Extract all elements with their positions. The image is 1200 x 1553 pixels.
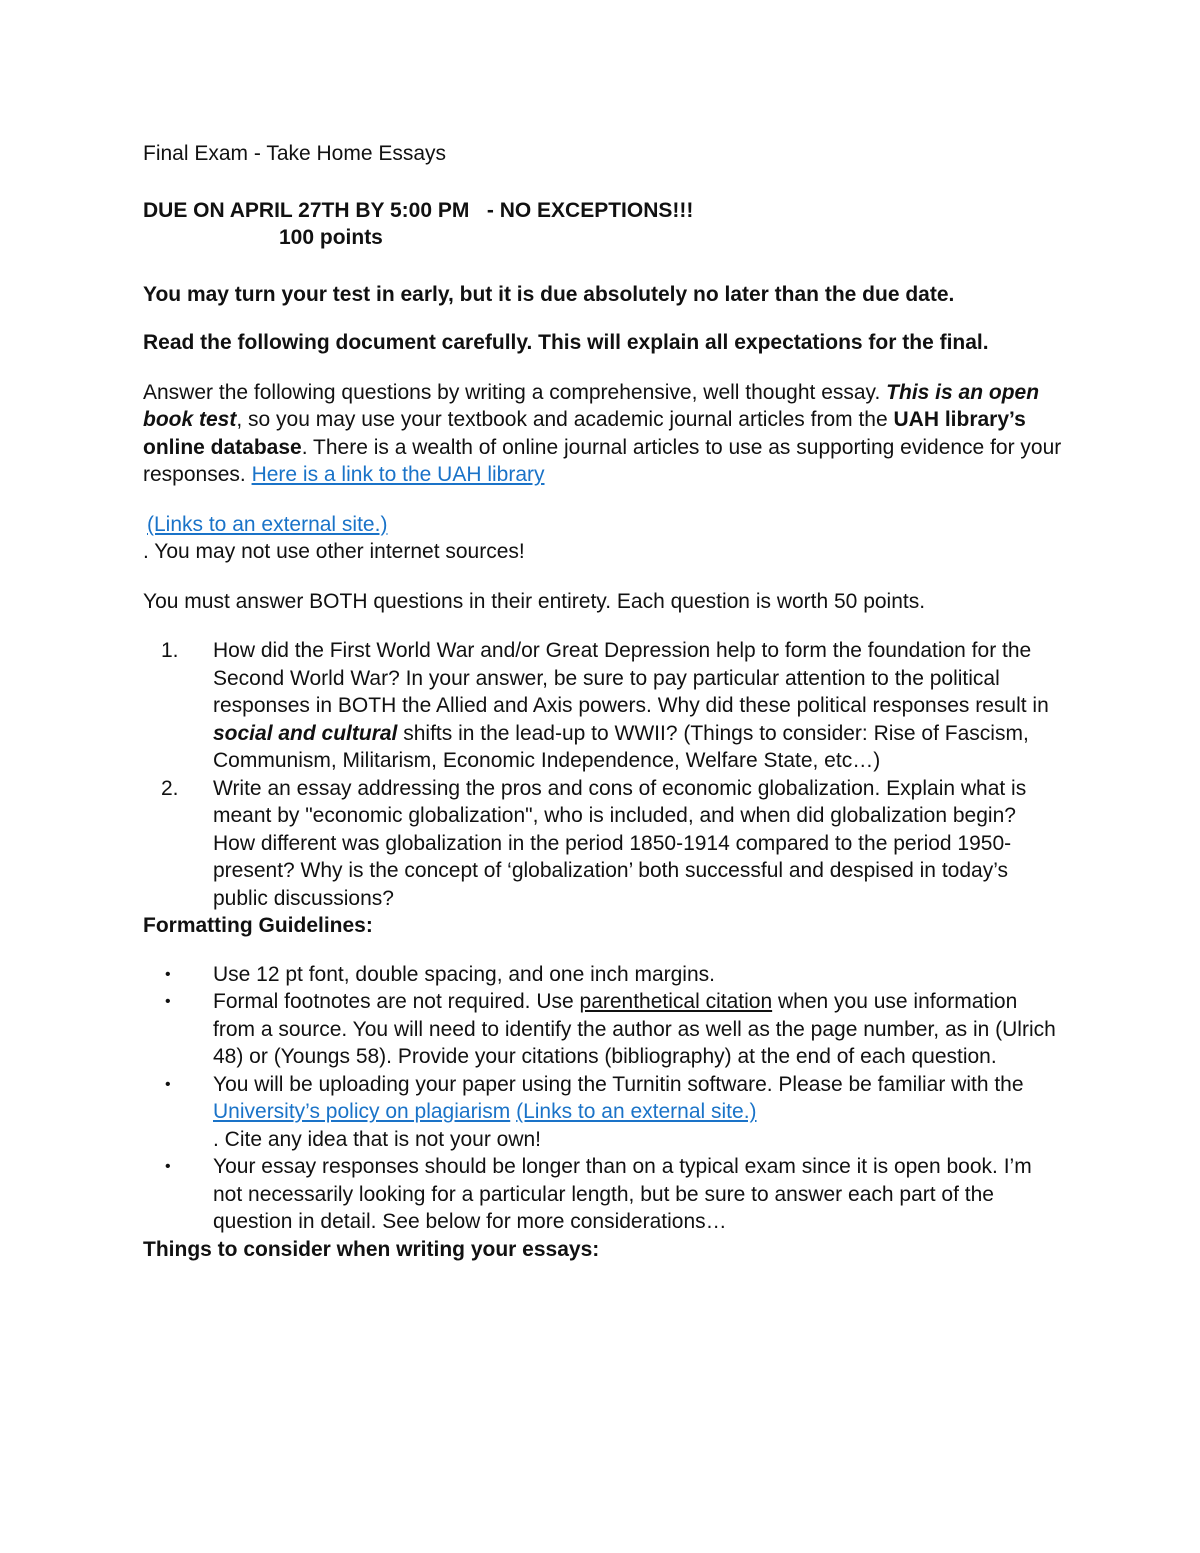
- total-points: 100 points: [279, 226, 383, 249]
- question-number: 1.: [161, 639, 179, 662]
- open-book-emphasis: This is an open book test: [143, 380, 1040, 431]
- question-number: 2.: [161, 776, 179, 800]
- parenthetical-citation-term: parenthetical citation: [579, 990, 773, 1013]
- guideline-text: Use 12 pt font, double spacing, and one inch margins.: [213, 962, 715, 986]
- guideline-item: [143, 961, 1063, 989]
- no-internet-sources: . You may not use other internet sources!: [143, 540, 525, 563]
- bullet-icon: •: [165, 1158, 171, 1175]
- guideline-item: [143, 988, 1063, 1071]
- intro-text-2: , so you may use your textbook and academic journal articles from the: [236, 408, 894, 431]
- guideline-text: Your essay responses should be longer than on a typical exam since it is open book. I’m not necessarily looking for a particular length, but be sure to answer each part of the question in detail. See below for more considerations…: [213, 1155, 1032, 1233]
- intro-text-3: . There is a wealth of online journal articles to use as supporting evidence for your responses.: [143, 435, 1062, 486]
- uah-library-link[interactable]: Here is a link to the UAH library: [251, 463, 545, 486]
- things-to-consider-heading: Things to consider when writing your essays:: [143, 1237, 600, 1261]
- bullet-icon: •: [165, 993, 171, 1010]
- guideline-item: [143, 1153, 1063, 1236]
- external-site-line: [143, 511, 1063, 539]
- question-emphasis: social and cultural: [213, 721, 398, 745]
- guideline-text-continued: when you use information from a source. You will need to identify the author as well as the page number, as in (Ulrich 48) or (Youngs 58). Provide your citations (bibliography) at the end of each question.: [213, 990, 1056, 1068]
- formatting-guidelines-list: [143, 961, 1063, 1236]
- question-list: [143, 637, 1063, 912]
- question-text-continued: shifts in the lead-up to WWII? (Things to consider: Rise of Fascism, Communism, Militarism, Economic Independence, Welfare State, etc…): [213, 721, 1029, 772]
- guideline-item: [143, 1071, 1063, 1154]
- guideline-text: Formal footnotes are not required. Use: [213, 990, 580, 1013]
- guideline-text: You will be uploading your paper using the Turnitin software. Please be familiar with the: [213, 1072, 1024, 1096]
- due-date-line: DUE ON APRIL 27TH BY 5:00 PM - NO EXCEPTIONS!!!: [143, 198, 694, 222]
- question-item: [143, 637, 1063, 775]
- intro-text-1: Answer the following questions by writing a comprehensive, well thought essay.: [143, 380, 887, 404]
- question-item: [143, 775, 1063, 913]
- bullet-icon: •: [165, 1075, 171, 1093]
- formatting-guidelines-heading: Formatting Guidelines:: [143, 914, 373, 937]
- library-database-emphasis: UAH library’s online database: [143, 408, 1026, 459]
- bullet-icon: •: [165, 965, 171, 983]
- external-site-link[interactable]: (Links to an external site.): [147, 512, 388, 536]
- document-page: [143, 140, 1063, 1263]
- question-text: How did the First World War and/or Great Depression help to form the foundation for the Second World War? In your answer, be sure to pay particular attention to the political responses in BOTH the Allied and Axis powers. Why did these political responses result in: [213, 639, 1049, 717]
- intro-paragraph: [143, 379, 1063, 489]
- question-text: Write an essay addressing the pros and cons of economic globalization. Explain what is meant by "economic globalization", who is included, and when did globalization begin? How different was globalization in the period 1850-1914 compared to the period 1950-present? Why is the concept of ‘globalization’ both successful and despised in today’s public discussions?: [213, 776, 1027, 910]
- read-carefully-notice: Read the following document carefully. This will explain all expectations for the final.: [143, 331, 989, 354]
- document-title: Final Exam - Take Home Essays: [143, 142, 447, 165]
- answer-both-instruction: You must answer BOTH questions in their entirety. Each question is worth 50 points.: [143, 589, 926, 613]
- plagiarism-external-link[interactable]: (Links to an external site.): [516, 1100, 757, 1123]
- early-submission-notice: You may turn your test in early, but it is due absolutely no later than the due date.: [143, 282, 955, 306]
- guideline-text-continued: . Cite any idea that is not your own!: [213, 1127, 542, 1151]
- plagiarism-policy-link[interactable]: University’s policy on plagiarism: [213, 1100, 511, 1123]
